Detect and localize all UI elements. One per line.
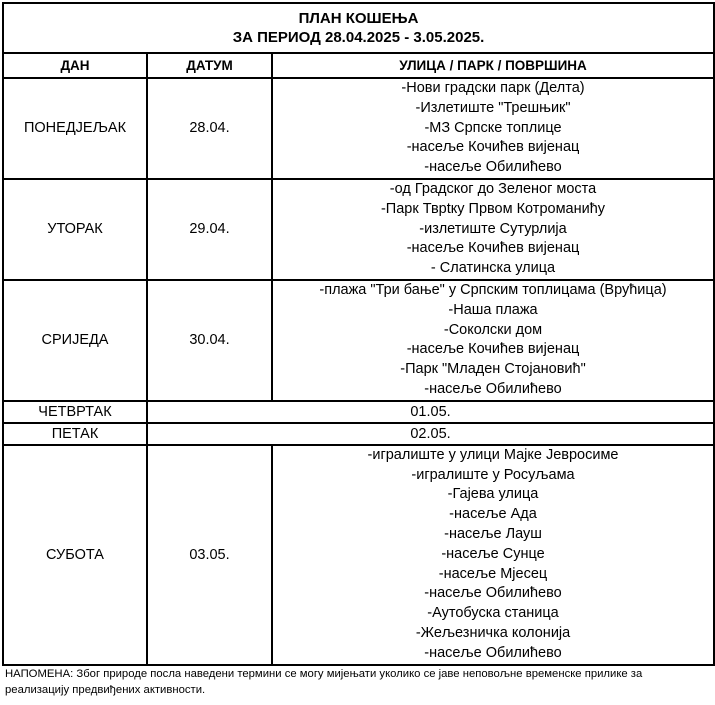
location-item: -Соколски дом — [443, 321, 543, 338]
location-item: -насеље Кочићев вијенац — [406, 240, 580, 257]
table-row — [3, 445, 714, 665]
header-day: ДАН — [3, 53, 147, 78]
table-title — [3, 3, 714, 53]
location-item: -Аутобуска станица — [427, 605, 559, 622]
header-date: ДАТУМ — [147, 53, 272, 78]
location-item: -излетиште Сутурлија — [419, 220, 567, 237]
table-row — [3, 280, 714, 401]
day-cell: УТОРАК — [3, 179, 147, 280]
table-row — [3, 179, 714, 280]
note-text: НАПОМЕНА: Због природе посла наведени термини се могу мијењати уколико се јаве неповољне временске прилике за реализацију предвиђених активности. — [5, 668, 643, 696]
location-item: -Наша плажа — [448, 301, 538, 318]
location-item: -Гајева улица — [447, 486, 539, 503]
locations-cell — [272, 445, 714, 665]
schedule-rows — [3, 78, 714, 665]
location-item: -Жељезничка колонија — [415, 624, 571, 641]
day-cell: ПЕТАК — [3, 423, 147, 445]
location-item: -насеље Лауш — [444, 525, 542, 542]
location-item: -насеље Кочићев вијенац — [406, 139, 580, 156]
location-item: -насеље Обилићево — [424, 644, 562, 661]
location-item: -игралиште у Росуљама — [411, 466, 575, 483]
locations-cell — [272, 179, 714, 280]
location-item: -Парк "Младен Стојановић" — [400, 361, 586, 378]
day-cell: ПОНЕДЈЕЉАК — [3, 78, 147, 179]
table-row — [3, 401, 714, 423]
location-item: -Парк Тврtку Првом Котроманићу — [380, 200, 606, 217]
mowing-plan-sheet — [2, 2, 713, 666]
location-item: -од Градског до Зеленог моста — [389, 180, 597, 197]
holiday-date-cell: 02.05. — [147, 423, 714, 445]
table-row — [3, 423, 714, 445]
date-cell: 03.05. — [147, 445, 272, 665]
location-item: -Нови градски парк (Делта) — [401, 80, 585, 96]
day-cell: СУБОТА — [3, 445, 147, 665]
location-item: -Излетиште "Трешњик" — [415, 99, 571, 116]
table-row — [3, 78, 714, 179]
location-item: -плажа "Три бање" у Српским топлицама (Врућица) — [319, 281, 667, 298]
location-item: -насеље Обилићево — [424, 159, 562, 176]
header-location: УЛИЦА / ПАРК / ПОВРШИНА — [272, 53, 714, 78]
location-item: - Слатинска улица — [430, 260, 556, 277]
date-cell: 28.04. — [147, 78, 272, 179]
date-cell: 29.04. — [147, 179, 272, 280]
location-item: -насеље Мјесец — [438, 565, 548, 582]
mowing-plan-table — [2, 2, 715, 666]
title-line-2: ЗА ПЕРИОД 28.04.2025 - 3.05.2025. — [232, 29, 485, 46]
day-cell: ЧЕТВРТАК — [3, 401, 147, 423]
location-item: -насеље Ада — [449, 506, 537, 523]
locations-cell — [272, 78, 714, 179]
date-cell: 30.04. — [147, 280, 272, 401]
location-item: -насеље Сунце — [441, 545, 545, 562]
holiday-date-cell: 01.05. — [147, 401, 714, 423]
location-item: -насеље Обилићево — [424, 585, 562, 602]
location-item: -МЗ Српске топлице — [424, 119, 562, 136]
location-item: -игралиште у улици Мајке Јевросиме — [367, 446, 619, 463]
day-cell: СРИЈЕДА — [3, 280, 147, 401]
location-item: -насеље Обилићево — [424, 380, 562, 397]
title-line-1: ПЛАН КОШЕЊА — [298, 10, 419, 27]
location-item: -насеље Кочићев вијенац — [406, 341, 580, 358]
locations-cell — [272, 280, 714, 401]
